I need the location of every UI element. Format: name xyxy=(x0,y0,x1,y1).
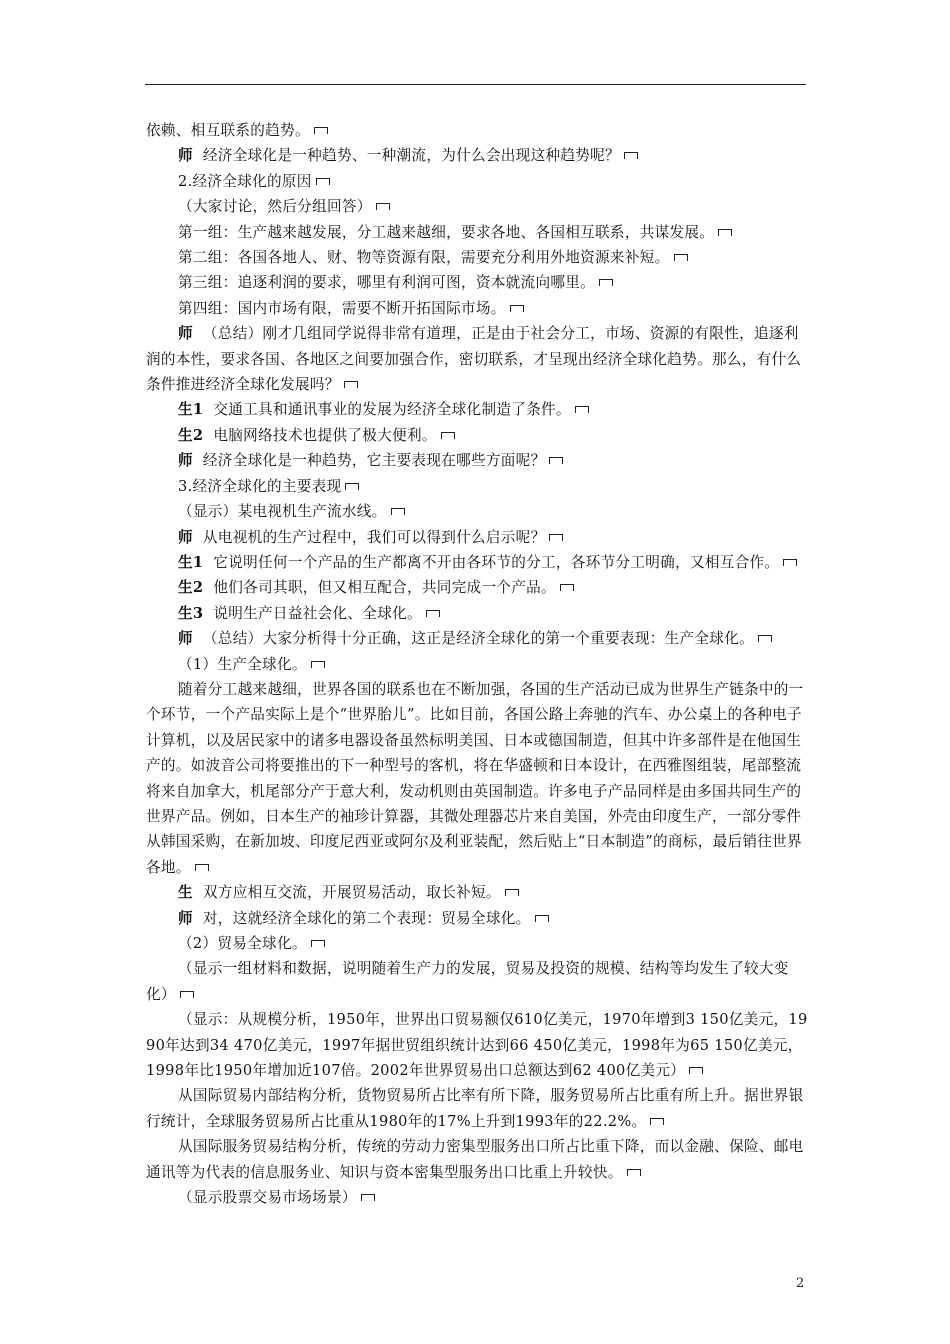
paragraph xyxy=(146,1083,810,1134)
paragraph-text: 说明生产日益社会化、全球化。 xyxy=(213,604,422,622)
paragraph-text: 对，这就经济全球化的第二个表现：贸易全球化。 xyxy=(202,909,531,927)
paragraph-mark-icon xyxy=(344,381,358,388)
paragraph-mark-icon xyxy=(549,457,563,464)
paragraph xyxy=(146,550,810,575)
speaker-label: 生 xyxy=(178,884,193,902)
paragraph xyxy=(146,601,810,626)
paragraph-mark-icon xyxy=(575,406,589,413)
paragraph-text: （大家讨论，然后分组回答） xyxy=(178,198,372,216)
paragraph-text: 2.经济全球化的原因 xyxy=(178,172,312,190)
paragraph-text: 第四组：国内市场有限，需要不断开拓国际市场。 xyxy=(178,299,506,317)
speaker-label: 师 xyxy=(178,325,193,343)
paragraph-mark-icon xyxy=(314,127,328,134)
paragraph-text: （显示：从规模分析，1950年，世界出口贸易额仅610亿美元，1970年增到3 150亿美元，1990年达到34 470亿美元，1997年据世贸组织统计达到66 450亿美元，1998年为65 150亿美元，1998年比1950年增加近107倍。2002年世界贸易出口总额达到62 400亿美元） xyxy=(146,1011,808,1080)
paragraph xyxy=(146,880,810,905)
paragraph-text: 从电视机的生产过程中，我们可以得到什么启示呢？ xyxy=(202,528,546,546)
paragraph xyxy=(146,931,810,956)
paragraph-mark-icon xyxy=(624,152,638,159)
paragraph-text: 双方应相互交流，开展贸易活动，取长补短。 xyxy=(202,884,501,902)
paragraph-text: 电脑网络技术也提供了极大便利。 xyxy=(213,426,437,444)
paragraph xyxy=(146,677,810,880)
paragraph-text: 3.经济全球化的主要表现 xyxy=(178,477,342,495)
paragraph-mark-icon xyxy=(758,635,772,642)
speaker-label: 师 xyxy=(178,147,193,165)
paragraph-text: 从国际贸易内部结构分析，货物贸易所占比率有所下降，服务贸易所占比重有所上升。据世界银行统计，全球服务贸易所占比重从1980年的17%上升到1993年的22.2%。 xyxy=(146,1087,804,1130)
paragraph-text: 经济全球化是一种趋势，它主要表现在哪些方面呢？ xyxy=(202,452,546,470)
paragraph xyxy=(146,906,810,931)
paragraph xyxy=(146,626,810,651)
paragraph xyxy=(146,423,810,448)
paragraph-mark-icon xyxy=(311,661,325,668)
paragraph-text: （1）生产全球化。 xyxy=(178,655,307,673)
paragraph xyxy=(146,296,810,321)
speaker-label: 生2 xyxy=(178,579,204,597)
speaker-label: 师 xyxy=(178,909,193,927)
speaker-label: 生1 xyxy=(178,401,204,419)
paragraph-mark-icon xyxy=(674,254,688,261)
paragraph-text: 第一组：生产越来越发展，分工越来越细，要求各地、各国相互联系，共谋发展。 xyxy=(178,223,715,241)
page-number: 2 xyxy=(796,1276,805,1291)
page-body xyxy=(146,118,810,1210)
speaker-label: 师 xyxy=(178,528,193,546)
paragraph-mark-icon xyxy=(391,508,405,515)
paragraph xyxy=(146,499,810,524)
speaker-label: 生1 xyxy=(178,553,204,571)
paragraph xyxy=(146,397,810,422)
paragraph-mark-icon xyxy=(549,534,563,541)
speaker-label: 生3 xyxy=(178,604,204,622)
paragraph xyxy=(146,220,810,245)
paragraph-text: 第二组：各国各地人、财、物等资源有限，需要充分利用外地资源来补短。 xyxy=(178,249,670,267)
paragraph-mark-icon xyxy=(783,559,797,566)
speaker-label: 生2 xyxy=(178,426,204,444)
paragraph-mark-icon xyxy=(180,991,194,998)
paragraph-mark-icon xyxy=(345,483,359,490)
paragraph-mark-icon xyxy=(718,229,732,236)
paragraph-text: （显示一组材料和数据，说明随着生产力的发展，贸易及投资的规模、结构等均发生了较大变化） xyxy=(146,960,789,1003)
paragraph-mark-icon xyxy=(426,610,440,617)
paragraph xyxy=(146,956,810,1007)
paragraph-mark-icon xyxy=(361,1194,375,1201)
paragraph-text: 依赖、相互联系的趋势。 xyxy=(146,122,310,139)
paragraph-text: （总结）刚才几组同学说得非常有道理，正是由于社会分工，市场、资源的有限性，追逐利润的本性，要求各国、各地区之间要加强合作，密切联系，才呈现出经济全球化趋势。那么，有什么条件推进经济全球化发展吗？ xyxy=(146,325,802,394)
paragraph xyxy=(146,652,810,677)
paragraph xyxy=(146,194,810,219)
paragraph-text: （显示）某电视机生产流水线。 xyxy=(178,503,387,521)
paragraph-mark-icon xyxy=(560,584,574,591)
paragraph-mark-icon xyxy=(650,1118,664,1125)
paragraph-mark-icon xyxy=(627,1169,641,1176)
paragraph-text: 交通工具和通讯事业的发展为经济全球化制造了条件。 xyxy=(213,401,571,419)
paragraph-text: 经济全球化是一种趋势、一种潮流，为什么会出现这种趋势呢？ xyxy=(202,147,620,165)
paragraph xyxy=(146,1007,810,1083)
paragraph xyxy=(146,169,810,194)
paragraph-mark-icon xyxy=(505,889,519,896)
paragraph-text: 第三组：追逐利润的要求，哪里有利润可图，资本就流向哪里。 xyxy=(178,274,596,292)
paragraph xyxy=(146,245,810,270)
paragraph-text: 从国际服务贸易结构分析，传统的劳动力密集型服务出口所占比重下降，而以金融、保险、邮电通讯等为代表的信息服务业、知识与资本密集型服务出口比重上升较快。 xyxy=(146,1138,804,1181)
paragraph xyxy=(146,474,810,499)
speaker-label: 师 xyxy=(178,452,193,470)
paragraph xyxy=(146,448,810,473)
paragraph xyxy=(146,270,810,295)
paragraph-mark-icon xyxy=(510,305,524,312)
paragraph-text: （总结）大家分析得十分正确，这正是经济全球化的第一个重要表现：生产全球化。 xyxy=(202,630,754,648)
paragraph-text: （2）贸易全球化。 xyxy=(178,935,307,952)
paragraph xyxy=(146,1134,810,1185)
paragraph xyxy=(146,321,810,397)
paragraph-mark-icon xyxy=(689,1067,703,1074)
paragraph xyxy=(146,525,810,550)
header-rule xyxy=(145,84,806,85)
paragraph-text: 它说明任何一个产品的生产都离不开由各环节的分工，各环节分工明确，又相互合作。 xyxy=(213,553,780,571)
paragraph xyxy=(146,575,810,600)
paragraph-mark-icon xyxy=(441,432,455,439)
paragraph xyxy=(146,143,810,168)
speaker-label: 师 xyxy=(178,630,193,648)
paragraph-text: 随着分工越来越细，世界各国的联系也在不断加强，各国的生产活动已成为世界生产链条中的一个环节，一个产品实际上是个“世界胎儿”。比如目前，各国公路上奔驰的汽车、办公桌上的各种电子计算机，以及居民家中的诸多电器设备虽然标明美国、日本或德国制造，但其中许多部件是在他国生产的。如波音公司将要推出的下一种型号的客机，将在华盛顿和日本设计，在西雅图组装，尾部整流将来自加拿大，机尾部分产于意大利，发动机则由英国制造。许多电子产品同样是由多国共同生产的世界产品。例如，日本生产的袖珍计算器，其微处理器芯片来自美国，外壳由印度生产，一部分零件从韩国采购，在新加坡、印度尼西亚或阿尔及利亚装配，然后贴上“日本制造”的商标，最后销往世界各地。 xyxy=(146,680,804,876)
paragraph-text: （显示股票交易市场场景） xyxy=(178,1189,357,1207)
paragraph-mark-icon xyxy=(311,940,325,947)
paragraph-mark-icon xyxy=(195,864,209,871)
paragraph xyxy=(146,1185,810,1210)
paragraph xyxy=(146,118,810,143)
paragraph-mark-icon xyxy=(376,203,390,210)
paragraph-mark-icon xyxy=(316,178,330,185)
paragraph-mark-icon xyxy=(535,915,549,922)
paragraph-mark-icon xyxy=(599,279,613,286)
paragraph-text: 他们各司其职，但又相互配合，共同完成一个产品。 xyxy=(213,579,556,597)
